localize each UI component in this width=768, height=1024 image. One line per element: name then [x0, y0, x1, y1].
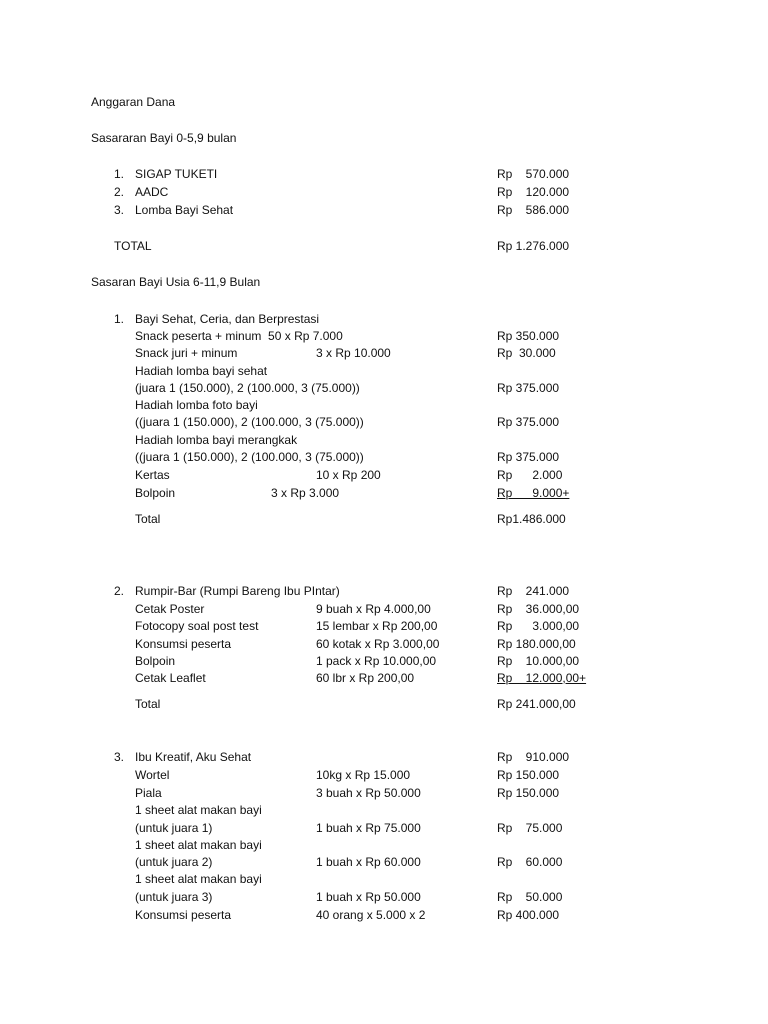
budget-row-calc: 9 buah x Rp 4.000,00: [316, 602, 431, 616]
budget-row-calc: 1 buah x Rp 75.000: [316, 821, 421, 835]
budget-row-label: (juara 1 (150.000), 2 (100.000, 3 (75.000)): [135, 381, 360, 395]
program-total-label: Total: [135, 512, 161, 526]
program-total-amount: Rp 241.000,00: [497, 697, 576, 711]
budget-row-amount: Rp 2.000: [497, 468, 563, 482]
budget-row-label: Snack peserta + minum 50 x Rp 7.000: [135, 329, 343, 343]
budget-row-label: Wortel: [135, 768, 170, 782]
budget-row-amount: Rp 375.000: [497, 381, 560, 395]
budget-row-label: Bolpoin: [135, 654, 176, 668]
budget-row-label: Cetak Poster: [135, 602, 205, 616]
budget-row-label: Fotocopy soal post test: [135, 619, 259, 633]
budget-row-label: 1 sheet alat makan bayi: [135, 803, 262, 817]
budget-row-amount: Rp 75.000: [497, 821, 563, 835]
budget-row-amount: Rp 375.000: [497, 450, 560, 464]
section1-heading: Sasararan Bayi 0-5,9 bulan: [91, 131, 237, 145]
program-title-amount: Rp 910.000: [497, 750, 570, 764]
budget-row-calc: 15 lembar x Rp 200,00: [316, 619, 438, 633]
list-number: 1.: [114, 167, 125, 181]
budget-row-amount: Rp 10.000,00: [497, 654, 580, 668]
budget-row-calc: 1 buah x Rp 50.000: [316, 890, 421, 904]
budget-row-amount: Rp 9.000+: [497, 486, 570, 500]
budget-row-label: Konsumsi peserta: [135, 637, 232, 651]
budget-row-calc: 3 x Rp 3.000: [271, 486, 340, 500]
section1-total-amount: Rp 1.276.000: [497, 239, 570, 253]
budget-row-label: ((juara 1 (150.000), 2 (100.000, 3 (75.000)): [135, 415, 364, 429]
program-number: 3.: [114, 750, 125, 764]
budget-row-amount: Rp 30.000: [497, 346, 556, 360]
budget-row-amount: Rp 150.000: [497, 786, 560, 800]
program-title: Rumpir-Bar (Rumpi Bareng Ibu PIntar): [135, 584, 340, 598]
budget-row-calc: 1 buah x Rp 60.000: [316, 855, 421, 869]
budget-row-label: Piala: [135, 786, 162, 800]
list-number: 2.: [114, 185, 125, 199]
budget-row-label: Kertas: [135, 468, 170, 482]
budget-row-amount: Rp 375.000: [497, 415, 560, 429]
list-item-label: AADC: [135, 185, 169, 199]
program-number: 1.: [114, 312, 125, 326]
budget-row-calc: 3 buah x Rp 50.000: [316, 786, 421, 800]
budget-row-label: Hadiah lomba bayi sehat: [135, 364, 268, 378]
budget-row-label: (untuk juara 2): [135, 855, 213, 869]
program-number: 2.: [114, 584, 125, 598]
budget-row-calc: 40 orang x 5.000 x 2: [316, 908, 426, 922]
budget-row-amount: Rp 50.000: [497, 890, 563, 904]
program-title: Ibu Kreatif, Aku Sehat: [135, 750, 252, 764]
budget-row-label: 1 sheet alat makan bayi: [135, 872, 262, 886]
budget-row-label: Snack juri + minum: [135, 346, 238, 360]
budget-row-label: Konsumsi peserta: [135, 908, 232, 922]
budget-row-amount: Rp 3.000,00: [497, 619, 580, 633]
budget-row-label: (untuk juara 3): [135, 890, 213, 904]
budget-row-label: Bolpoin: [135, 486, 176, 500]
budget-row-label: ((juara 1 (150.000), 2 (100.000, 3 (75.000)): [135, 450, 364, 464]
budget-row-calc: 1 pack x Rp 10.000,00: [316, 654, 437, 668]
list-item-label: Lomba Bayi Sehat: [135, 203, 234, 217]
budget-row-amount: Rp 12.000,00+: [497, 671, 587, 685]
budget-row-amount: Rp 180.000,00: [497, 637, 576, 651]
list-item-amount: Rp 120.000: [497, 185, 570, 199]
section2-heading: Sasaran Bayi Usia 6-11,9 Bulan: [91, 275, 261, 289]
budget-row-amount: Rp 60.000: [497, 855, 563, 869]
budget-row-label: Cetak Leaflet: [135, 671, 206, 685]
program-total-label: Total: [135, 697, 161, 711]
budget-row-amount: Rp 350.000: [497, 329, 560, 343]
list-number: 3.: [114, 203, 125, 217]
budget-row-amount: Rp 36.000,00: [497, 602, 580, 616]
document-title: Anggaran Dana: [91, 95, 176, 109]
list-item-label: SIGAP TUKETI: [135, 167, 218, 181]
program-title: Bayi Sehat, Ceria, dan Berprestasi: [135, 312, 320, 326]
list-item-amount: Rp 586.000: [497, 203, 570, 217]
program-title-amount: Rp 241.000: [497, 584, 570, 598]
budget-row-calc: 10kg x Rp 15.000: [316, 768, 411, 782]
section1-total-label: TOTAL: [114, 239, 152, 253]
budget-row-label: 1 sheet alat makan bayi: [135, 838, 262, 852]
budget-row-calc: 3 x Rp 10.000: [316, 346, 391, 360]
budget-row-label: Hadiah lomba bayi merangkak: [135, 433, 298, 447]
budget-row-label: (untuk juara 1): [135, 821, 213, 835]
budget-row-calc: 10 x Rp 200: [316, 468, 381, 482]
budget-row-amount: Rp 150.000: [497, 768, 560, 782]
list-item-amount: Rp 570.000: [497, 167, 570, 181]
budget-row-calc: 60 kotak x Rp 3.000,00: [316, 637, 440, 651]
budget-row-amount: Rp 400.000: [497, 908, 560, 922]
budget-row-calc: 60 lbr x Rp 200,00: [316, 671, 415, 685]
program-total-amount: Rp1.486.000: [497, 512, 566, 526]
budget-row-label: Hadiah lomba foto bayi: [135, 398, 258, 412]
